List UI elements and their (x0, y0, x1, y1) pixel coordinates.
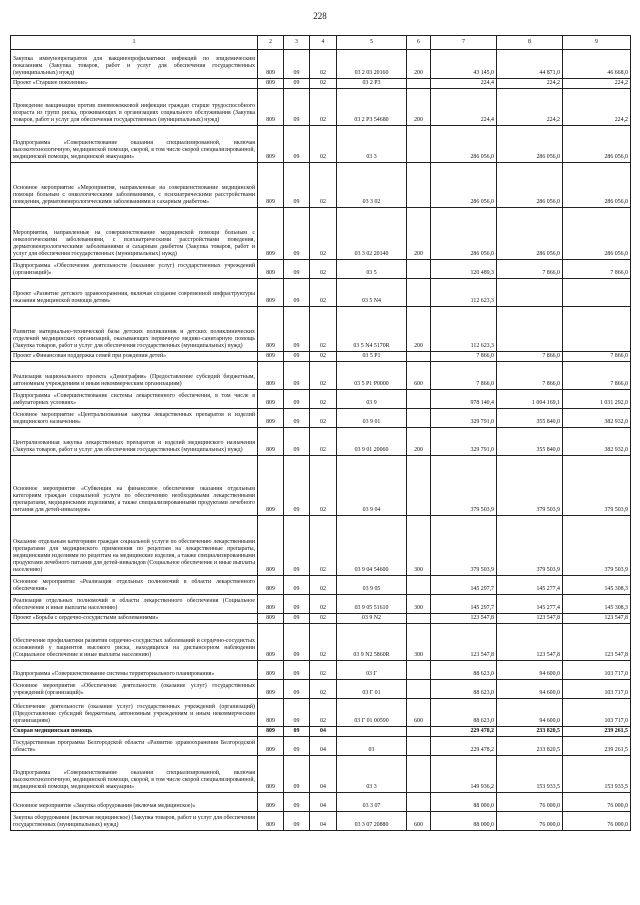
name-cell: Обеспечение профилактики развития сердечно-сосудистых заболеваний и сердечно-сосудистых осложнений у пациентов высокого риска, находящихся на диспансерном наблюдении (Социальное обеспечение и иные выплаты населению) (11, 624, 258, 661)
amount-2023-cell: 76 000,0 (563, 812, 631, 831)
name-cell: Проект «Развитие детского здравоохранения, включая создание современной инфраструктуры оказания медицинской помощи детям» (11, 279, 258, 307)
amount-2022-cell: 224,2 (497, 89, 563, 126)
column-header: 2 (258, 36, 284, 50)
target-article-cell: 03 9 04 54600 (337, 516, 407, 576)
target-article-cell: 03 5 N4 5170R (337, 307, 407, 352)
name-cell: Скорая медицинская помощь (11, 727, 258, 737)
expense-type-cell (407, 614, 431, 624)
amount-2022-cell: 123 547,8 (497, 614, 563, 624)
amount-2021-cell: 229 478,2 (431, 737, 497, 756)
podrazdel-cell: 02 (310, 279, 337, 307)
table-row (11, 595, 631, 614)
amount-2021-cell: 978 140,4 (431, 390, 497, 409)
razdel-cell: 09 (284, 624, 310, 661)
amount-2023-cell: 286 056,0 (563, 208, 631, 260)
glava-cell: 809 (258, 793, 284, 812)
amount-2022-cell: 94 600,0 (497, 680, 563, 699)
razdel-cell: 09 (284, 428, 310, 456)
amount-2023-cell: 7 866,0 (563, 352, 631, 362)
expense-type-cell: 300 (407, 624, 431, 661)
amount-2021-cell: 329 791,0 (431, 409, 497, 428)
target-article-cell: 03 5 Р1 Р0000 (337, 362, 407, 390)
column-header: 1 (11, 36, 258, 50)
expense-type-cell: 300 (407, 516, 431, 576)
amount-2021-cell: 7 866,0 (431, 352, 497, 362)
table-row (11, 516, 631, 576)
expense-type-cell (407, 576, 431, 595)
razdel-cell: 09 (284, 208, 310, 260)
razdel-cell: 09 (284, 737, 310, 756)
glava-cell: 809 (258, 390, 284, 409)
table-row (11, 89, 631, 126)
glava-cell: 809 (258, 126, 284, 163)
table-row (11, 737, 631, 756)
razdel-cell: 09 (284, 456, 310, 516)
glava-cell: 809 (258, 727, 284, 737)
razdel-cell: 09 (284, 126, 310, 163)
expense-type-cell: 200 (407, 50, 431, 79)
name-cell: Подпрограмма «Совершенствование оказания специализированной, включая высокотехнологичную, медицинской помощи, скорой, в том числе скорой специализированной, медицинской помощи, медицинской эвакуации» (11, 756, 258, 793)
name-cell: Подпрограмма «Совершенствование системы территориального планирования» (11, 661, 258, 680)
glava-cell: 809 (258, 624, 284, 661)
target-article-cell: 03 9 N2 (337, 614, 407, 624)
amount-2023-cell: 286 056,0 (563, 126, 631, 163)
amount-2021-cell: 379 503,9 (431, 456, 497, 516)
expense-type-cell (407, 680, 431, 699)
podrazdel-cell: 04 (310, 756, 337, 793)
amount-2023-cell: 103 717,0 (563, 680, 631, 699)
target-article-cell: 03 5 Р1 (337, 352, 407, 362)
glava-cell: 809 (258, 737, 284, 756)
glava-cell: 809 (258, 79, 284, 89)
expense-type-cell (407, 279, 431, 307)
expense-type-cell: 600 (407, 362, 431, 390)
amount-2022-cell: 379 503,9 (497, 456, 563, 516)
expense-type-cell: 300 (407, 595, 431, 614)
amount-2022-cell (497, 279, 563, 307)
name-cell: Проект «Финансовая поддержка семей при рождении детей» (11, 352, 258, 362)
table-row (11, 126, 631, 163)
amount-2022-cell: 145 277,4 (497, 576, 563, 595)
glava-cell: 809 (258, 50, 284, 79)
table-row (11, 390, 631, 409)
razdel-cell: 09 (284, 727, 310, 737)
target-article-cell: 03 2 03 20160 (337, 50, 407, 79)
name-cell: Реализация отдельных полномочий в области лекарственного обеспечения (Социальное обеспечение и иные выплаты населению) (11, 595, 258, 614)
glava-cell: 809 (258, 279, 284, 307)
name-cell: Закупка иммунопрепаратов для вакцинопрофилактики инфекций по эпидемическим показаниям (Закупка товаров, работ и услуг для обеспечения государственных (муниципальных) нужд) (11, 50, 258, 79)
amount-2023-cell (563, 279, 631, 307)
name-cell: Централизованная закупка лекарственных препаратов и изделий медицинского назначения (Закупка товаров, работ и услуг для обеспечения государственных (муниципальных) нужд) (11, 428, 258, 456)
amount-2021-cell: 286 056,0 (431, 163, 497, 208)
podrazdel-cell: 02 (310, 362, 337, 390)
target-article-cell: 03 Г 01 00590 (337, 699, 407, 727)
table-row (11, 307, 631, 352)
name-cell: Основное мероприятие «Субвенция на финансовое обеспечение оказания отдельным категориям граждан социальной услуги по обеспечению необходимыми лекарственными препаратами, медицинскими изделиями, а также специализированными продуктами лечебного питания для детей-инвалидов» (11, 456, 258, 516)
amount-2023-cell: 239 261,5 (563, 727, 631, 737)
amount-2022-cell: 44 871,0 (497, 50, 563, 79)
amount-2023-cell: 46 668,0 (563, 50, 631, 79)
amount-2022-cell: 76 000,0 (497, 793, 563, 812)
amount-2022-cell: 286 056,0 (497, 163, 563, 208)
table-row (11, 614, 631, 624)
table-row (11, 624, 631, 661)
name-cell: Проведение вакцинации против пневмококковой инфекции граждан старше трудоспособного возраста из групп риска, проживающих в организациях социального обслуживания (Закупка товаров, работ и услуг для обеспечения государственных (муниципальных) нужд) (11, 89, 258, 126)
name-cell: Реализация национального проекта «Демография» (Предоставление субсидий бюджетным, автономным учреждениям и иным некоммерческим организациям) (11, 362, 258, 390)
razdel-cell: 09 (284, 576, 310, 595)
table-row (11, 428, 631, 456)
amount-2023-cell: 145 308,3 (563, 576, 631, 595)
column-header: 4 (310, 36, 337, 50)
target-article-cell: 03 Г (337, 661, 407, 680)
expense-type-cell (407, 456, 431, 516)
razdel-cell: 09 (284, 409, 310, 428)
amount-2023-cell: 103 717,0 (563, 661, 631, 680)
column-header: 3 (284, 36, 310, 50)
expense-type-cell: 200 (407, 428, 431, 456)
glava-cell: 809 (258, 307, 284, 352)
target-article-cell: 03 9 01 (337, 409, 407, 428)
column-header: 7 (431, 36, 497, 50)
amount-2023-cell: 123 547,8 (563, 614, 631, 624)
podrazdel-cell: 02 (310, 307, 337, 352)
expense-type-cell (407, 260, 431, 279)
expense-type-cell (407, 390, 431, 409)
target-article-cell: 03 9 (337, 390, 407, 409)
amount-2023-cell: 379 503,9 (563, 456, 631, 516)
amount-2021-cell: 286 056,0 (431, 208, 497, 260)
table-row (11, 727, 631, 737)
amount-2023-cell: 382 932,0 (563, 428, 631, 456)
name-cell: Оказание отдельным категориям граждан социальной услуги по обеспечению лекарственными препаратами для медицинского применения по рецептам на лекарственные препараты, медицинскими изделиями по рецептам на медицинские изделия, а также специализированными продуктами лечебного питания для детей-инвалидов (Социальное обеспечение и иные выплаты населению) (11, 516, 258, 576)
podrazdel-cell: 02 (310, 79, 337, 89)
amount-2022-cell: 233 820,5 (497, 737, 563, 756)
podrazdel-cell: 02 (310, 208, 337, 260)
podrazdel-cell: 04 (310, 727, 337, 737)
amount-2021-cell: 88 000,0 (431, 812, 497, 831)
expense-type-cell: 200 (407, 208, 431, 260)
target-article-cell: 03 Г 01 (337, 680, 407, 699)
razdel-cell: 09 (284, 614, 310, 624)
target-article-cell: 03 9 05 51610 (337, 595, 407, 614)
amount-2022-cell: 153 933,5 (497, 756, 563, 793)
razdel-cell: 09 (284, 699, 310, 727)
amount-2022-cell: 123 547,8 (497, 624, 563, 661)
amount-2023-cell: 76 000,0 (563, 793, 631, 812)
podrazdel-cell: 02 (310, 614, 337, 624)
target-article-cell: 03 3 02 20140 (337, 208, 407, 260)
amount-2021-cell: 88 623,0 (431, 699, 497, 727)
razdel-cell: 09 (284, 390, 310, 409)
glava-cell: 809 (258, 352, 284, 362)
budget-table (10, 35, 631, 831)
amount-2021-cell: 88 000,0 (431, 793, 497, 812)
razdel-cell: 09 (284, 756, 310, 793)
amount-2023-cell: 224,2 (563, 89, 631, 126)
amount-2022-cell: 76 000,0 (497, 812, 563, 831)
name-cell: Проект «Старшее поколение» (11, 79, 258, 89)
amount-2022-cell: 7 866,0 (497, 352, 563, 362)
glava-cell: 809 (258, 260, 284, 279)
amount-2021-cell: 112 623,3 (431, 307, 497, 352)
amount-2022-cell: 355 840,0 (497, 428, 563, 456)
razdel-cell: 09 (284, 812, 310, 831)
razdel-cell: 09 (284, 89, 310, 126)
page-number: 228 (313, 11, 327, 21)
table-row (11, 756, 631, 793)
podrazdel-cell: 02 (310, 516, 337, 576)
target-article-cell: 03 3 07 (337, 793, 407, 812)
amount-2021-cell: 229 478,2 (431, 727, 497, 737)
glava-cell: 809 (258, 516, 284, 576)
table-row (11, 793, 631, 812)
amount-2022-cell (497, 307, 563, 352)
table-body (11, 50, 631, 831)
table-row (11, 208, 631, 260)
amount-2023-cell (563, 307, 631, 352)
name-cell: Закупка оборудования (включая медицинское) (Закупка товаров, работ и услуг для обеспечения государственных (муниципальных) нужд) (11, 812, 258, 831)
amount-2022-cell: 233 820,5 (497, 727, 563, 737)
razdel-cell: 09 (284, 516, 310, 576)
glava-cell: 809 (258, 362, 284, 390)
podrazdel-cell: 02 (310, 680, 337, 699)
amount-2021-cell: 123 547,8 (431, 614, 497, 624)
column-header: 6 (407, 36, 431, 50)
amount-2022-cell: 286 056,0 (497, 208, 563, 260)
name-cell: Подпрограмма «Совершенствование оказания специализированной, включая высокотехнологичную, медицинской помощи, скорой, в том числе скорой специализированной, медицинской помощи, медицинской эвакуации» (11, 126, 258, 163)
table-row (11, 79, 631, 89)
expense-type-cell (407, 126, 431, 163)
podrazdel-cell: 04 (310, 793, 337, 812)
amount-2022-cell: 94 600,0 (497, 699, 563, 727)
target-article-cell (337, 727, 407, 737)
podrazdel-cell: 02 (310, 409, 337, 428)
amount-2023-cell: 379 503,9 (563, 516, 631, 576)
target-article-cell: 03 9 05 (337, 576, 407, 595)
table-row (11, 576, 631, 595)
razdel-cell: 09 (284, 661, 310, 680)
amount-2021-cell: 224,4 (431, 79, 497, 89)
amount-2022-cell: 355 840,0 (497, 409, 563, 428)
expense-type-cell (407, 352, 431, 362)
name-cell: Основное мероприятие «Централизованная закупка лекарственных препаратов и изделий медицинского назначения» (11, 409, 258, 428)
glava-cell: 809 (258, 680, 284, 699)
expense-type-cell: 200 (407, 89, 431, 126)
razdel-cell: 09 (284, 595, 310, 614)
amount-2021-cell: 149 936,2 (431, 756, 497, 793)
glava-cell: 809 (258, 756, 284, 793)
amount-2023-cell: 153 933,5 (563, 756, 631, 793)
podrazdel-cell: 02 (310, 624, 337, 661)
expense-type-cell (407, 661, 431, 680)
razdel-cell: 09 (284, 680, 310, 699)
expense-type-cell (407, 409, 431, 428)
column-header: 5 (337, 36, 407, 50)
amount-2022-cell: 1 004 169,1 (497, 390, 563, 409)
podrazdel-cell: 02 (310, 126, 337, 163)
target-article-cell: 03 3 02 (337, 163, 407, 208)
name-cell: Государственная программа Белгородской области «Развитие здравоохранения Белгородской области» (11, 737, 258, 756)
name-cell: Обеспечение деятельности (оказание услуг) государственных учреждений (организаций) (Предоставление субсидий бюджетным, автономным учреждениям и иным некоммерческим организациям) (11, 699, 258, 727)
glava-cell: 809 (258, 89, 284, 126)
amount-2021-cell: 88 623,0 (431, 661, 497, 680)
razdel-cell: 09 (284, 362, 310, 390)
glava-cell: 809 (258, 409, 284, 428)
amount-2021-cell: 7 866,0 (431, 362, 497, 390)
amount-2021-cell: 224,4 (431, 89, 497, 126)
amount-2021-cell: 379 503,9 (431, 516, 497, 576)
amount-2021-cell: 88 623,0 (431, 680, 497, 699)
podrazdel-cell: 02 (310, 699, 337, 727)
table-row (11, 362, 631, 390)
podrazdel-cell: 02 (310, 89, 337, 126)
amount-2023-cell: 224,2 (563, 79, 631, 89)
amount-2023-cell: 239 261,5 (563, 737, 631, 756)
amount-2023-cell: 7 866,0 (563, 260, 631, 279)
header-row (11, 36, 631, 50)
razdel-cell: 09 (284, 79, 310, 89)
target-article-cell: 03 3 (337, 756, 407, 793)
glava-cell: 809 (258, 661, 284, 680)
name-cell: Развитие материально-технической базы детских поликлиник и детских поликлинических отделений медицинских организаций, оказывающих первичную медико-санитарную помощь (Закупка товаров, работ и услуг для обеспечения государственных (муниципальных) нужд) (11, 307, 258, 352)
name-cell: Подпрограмма «Совершенствование системы лекарственного обеспечения, в том числе в амбулаторных условиях» (11, 390, 258, 409)
amount-2021-cell: 286 056,0 (431, 126, 497, 163)
glava-cell: 809 (258, 428, 284, 456)
podrazdel-cell: 02 (310, 595, 337, 614)
table-row (11, 163, 631, 208)
expense-type-cell (407, 79, 431, 89)
podrazdel-cell: 02 (310, 428, 337, 456)
table-row (11, 50, 631, 79)
podrazdel-cell: 02 (310, 456, 337, 516)
amount-2022-cell: 145 277,4 (497, 595, 563, 614)
podrazdel-cell: 02 (310, 390, 337, 409)
target-article-cell: 03 5 N4 (337, 279, 407, 307)
amount-2021-cell: 112 623,3 (431, 279, 497, 307)
column-header: 8 (497, 36, 563, 50)
amount-2023-cell: 145 308,3 (563, 595, 631, 614)
name-cell: Проект «Борьба с сердечно-сосудистыми заболеваниями» (11, 614, 258, 624)
name-cell: Основное мероприятие «Реализация отдельных полномочий в области лекарственного обеспечения» (11, 576, 258, 595)
table-row (11, 352, 631, 362)
razdel-cell: 09 (284, 279, 310, 307)
razdel-cell: 09 (284, 50, 310, 79)
amount-2022-cell: 224,2 (497, 79, 563, 89)
table-row (11, 661, 631, 680)
glava-cell: 809 (258, 595, 284, 614)
razdel-cell: 09 (284, 307, 310, 352)
amount-2021-cell: 123 547,8 (431, 624, 497, 661)
amount-2022-cell: 94 600,0 (497, 661, 563, 680)
amount-2022-cell: 7 866,0 (497, 362, 563, 390)
expense-type-cell: 200 (407, 307, 431, 352)
table-row (11, 260, 631, 279)
amount-2023-cell: 103 717,0 (563, 699, 631, 727)
table-row (11, 680, 631, 699)
expense-type-cell (407, 793, 431, 812)
expense-type-cell (407, 163, 431, 208)
expense-type-cell (407, 737, 431, 756)
amount-2023-cell: 286 056,0 (563, 163, 631, 208)
razdel-cell: 09 (284, 352, 310, 362)
table-row (11, 279, 631, 307)
target-article-cell: 03 9 01 20060 (337, 428, 407, 456)
target-article-cell: 03 5 (337, 260, 407, 279)
expense-type-cell: 600 (407, 699, 431, 727)
expense-type-cell (407, 727, 431, 737)
table-row (11, 699, 631, 727)
glava-cell: 809 (258, 163, 284, 208)
amount-2023-cell: 123 547,8 (563, 624, 631, 661)
target-article-cell: 03 9 04 (337, 456, 407, 516)
name-cell: Основное мероприятие «Закупка оборудования (включая медицинское)» (11, 793, 258, 812)
podrazdel-cell: 02 (310, 661, 337, 680)
amount-2021-cell: 329 791,0 (431, 428, 497, 456)
amount-2021-cell: 43 145,0 (431, 50, 497, 79)
table-row (11, 456, 631, 516)
target-article-cell: 03 2 Р3 (337, 79, 407, 89)
podrazdel-cell: 02 (310, 352, 337, 362)
glava-cell: 809 (258, 812, 284, 831)
target-article-cell: 03 2 Р3 54680 (337, 89, 407, 126)
podrazdel-cell: 02 (310, 576, 337, 595)
amount-2022-cell: 7 866,0 (497, 260, 563, 279)
podrazdel-cell: 04 (310, 737, 337, 756)
name-cell: Мероприятия, направленные на совершенствование медицинской помощи больным с онкологическими заболеваниями, с психиатрическими расстройствами поведения, дерматовенерологическими заболеваниями и сахарным диабетом (Закупка товаров, работ и услуг для обеспечения государственных (муниципальных) нужд) (11, 208, 258, 260)
amount-2023-cell: 1 031 292,0 (563, 390, 631, 409)
amount-2021-cell: 145 297,7 (431, 595, 497, 614)
column-header: 9 (563, 36, 631, 50)
name-cell: Основное мероприятие «Мероприятия, направленные на совершенствование медицинской помощи больным с онкологическими заболеваниями, с психиатрическими расстройствами поведения, дерматовенерологическими заболеваниями и сахарным диабетом» (11, 163, 258, 208)
amount-2022-cell: 286 056,0 (497, 126, 563, 163)
expense-type-cell: 600 (407, 812, 431, 831)
razdel-cell: 09 (284, 793, 310, 812)
name-cell: Подпрограмма «Обеспечение деятельности (оказание услуг) государственных учреждений (организаций)» (11, 260, 258, 279)
razdel-cell: 09 (284, 260, 310, 279)
amount-2023-cell: 7 866,0 (563, 362, 631, 390)
podrazdel-cell: 02 (310, 50, 337, 79)
name-cell: Основное мероприятие «Обеспечение деятельности (оказание услуг) государственных учреждений (организаций)» (11, 680, 258, 699)
glava-cell: 809 (258, 699, 284, 727)
table-row (11, 409, 631, 428)
expense-type-cell (407, 756, 431, 793)
glava-cell: 809 (258, 456, 284, 516)
razdel-cell: 09 (284, 163, 310, 208)
target-article-cell: 03 3 (337, 126, 407, 163)
glava-cell: 809 (258, 614, 284, 624)
amount-2022-cell: 379 503,9 (497, 516, 563, 576)
podrazdel-cell: 04 (310, 812, 337, 831)
target-article-cell: 03 3 07 20880 (337, 812, 407, 831)
amount-2021-cell: 145 297,7 (431, 576, 497, 595)
table-row (11, 812, 631, 831)
amount-2021-cell: 120 489,3 (431, 260, 497, 279)
glava-cell: 809 (258, 208, 284, 260)
target-article-cell: 03 9 N2 5860R (337, 624, 407, 661)
podrazdel-cell: 02 (310, 260, 337, 279)
amount-2023-cell: 382 932,0 (563, 409, 631, 428)
glava-cell: 809 (258, 576, 284, 595)
podrazdel-cell: 02 (310, 163, 337, 208)
target-article-cell: 03 (337, 737, 407, 756)
